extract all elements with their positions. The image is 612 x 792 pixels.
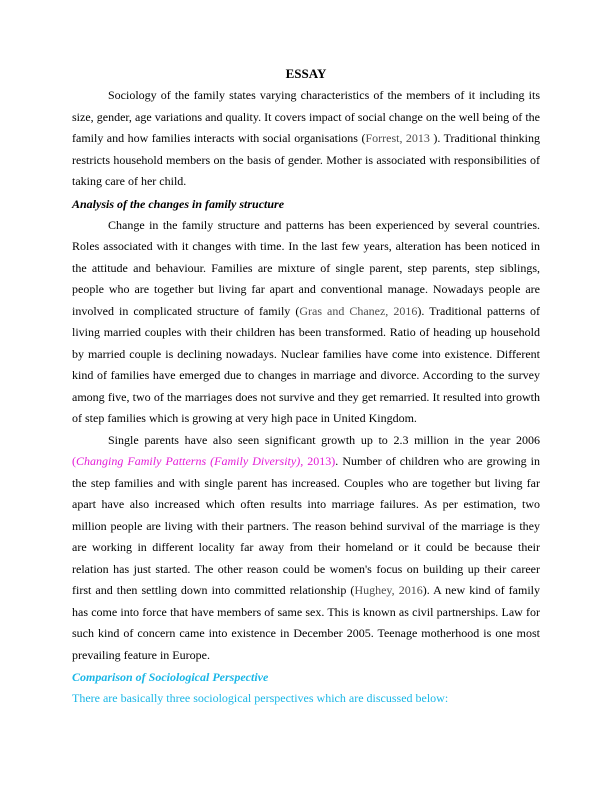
citation-gras-chanez: Gras and Chanez, 2016 bbox=[299, 303, 418, 318]
intro-paragraph bbox=[72, 85, 540, 193]
intro-text-end: ). Traditional thinking restricts household members on the basis of gender. Mother is associated with responsibilities of taking care of her child. bbox=[72, 131, 540, 188]
citation-forrest: Forrest, 2013 bbox=[365, 131, 430, 145]
para1-text: Change in the family structure and patterns has been experienced by several countries. Roles associated with it changes with time. In the last few years, alteration has been noticed in the attitude and behaviour. Families are mixture of single parent, step parents, step siblings, people who are together but living far apart and conventional manage. Nowadays people are involved in complicated structure of family ( bbox=[72, 217, 540, 318]
para2-text-end: ). A new kind of family has come into force that have members of same sex. This is known as civil partnerships. Law for such kind of concern came into existence in December 2005. Teenage motherhood is one most prevailing feature in Europe. bbox=[72, 583, 540, 662]
section-heading-family-structure: Analysis of the changes in family structure bbox=[72, 196, 285, 211]
citation-changing-family-patterns bbox=[72, 454, 335, 468]
citation-open-paren: ( bbox=[72, 454, 76, 468]
section-heading-sociological-perspective: Comparison of Sociological Perspective bbox=[72, 670, 269, 684]
essay-page bbox=[72, 66, 540, 710]
intro-text: Sociology of the family states varying characteristics of the members of it including its size, gender, age variations and quality. It covers impact of social change on the well being of the family and how families interacts with social organisations ( bbox=[72, 88, 540, 145]
para2-text-middle: . Number of children who are growing in the step families and with single parent has increased. Couples who are together but living far apart have also increased which often results into marriage failures. As per estimation, two million people are living with their partners. The reason behind survival of the marriage is they are working in different locality far away from their homeland or it could be because their relation has just started. The other reason could be women's focus on building up their career first and then settling down into committed relationship ( bbox=[72, 454, 540, 597]
essay-title: ESSAY bbox=[285, 66, 327, 81]
citation-year: 2013) bbox=[303, 454, 336, 468]
citation-hughey: Hughey, 2016 bbox=[354, 583, 423, 597]
para1-text-end: ). Traditional patterns of living married couples with their children has been transformed. Ratio of heading up household by married couple is declining nowadays. Nuclear families have come into existence. Different kind of families have emerged due to changes in marriage and divorce. According to the survey among five, two of the marriages does not survive and they get remarried. It resulted into growth of step families which is growing at very high pace in United Kingdom. bbox=[72, 303, 541, 425]
family-structure-paragraph-2 bbox=[72, 430, 540, 667]
family-structure-paragraph-1 bbox=[72, 215, 540, 430]
sociological-perspective-intro: There are basically three sociological perspectives which are discussed below: bbox=[72, 691, 449, 705]
para2-text: Single parents have also seen significant growth up to 2.3 million in the year 2006 bbox=[108, 432, 540, 447]
citation-title: Changing Family Patterns (Family Diversity), bbox=[76, 454, 304, 468]
